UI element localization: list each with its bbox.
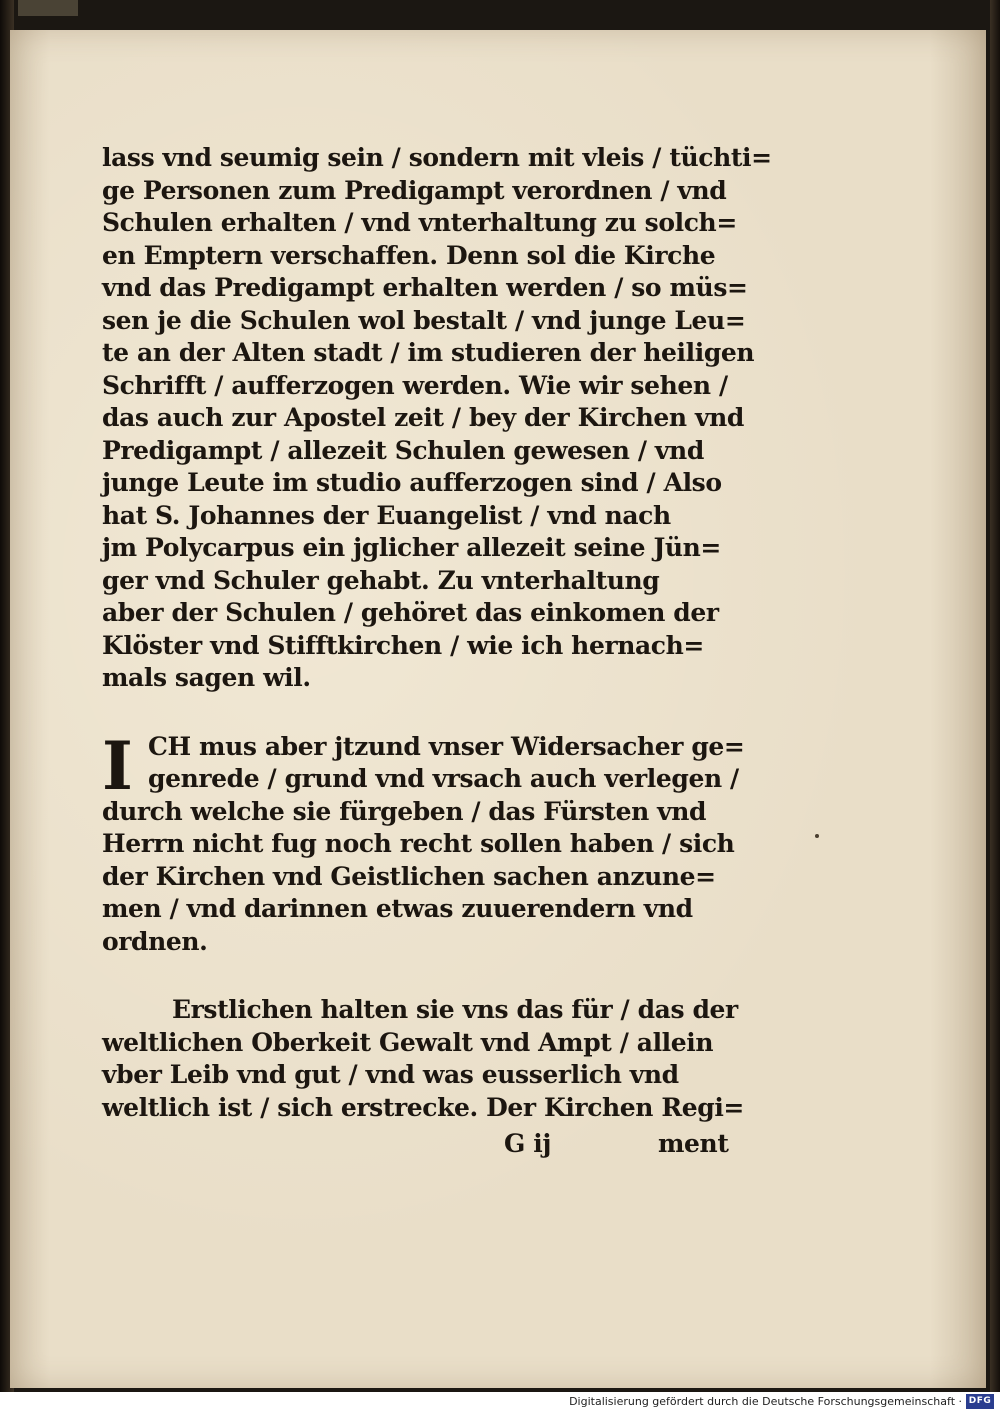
text-line: men / vnd darinnen etwas zuuerendern vnd [102,894,693,923]
text-line: das auch zur Apostel zeit / bey der Kirchen vnd [102,403,744,432]
text-line: Predigampt / allezeit Schulen gewesen / vnd [102,435,704,465]
text-line: Klöster vnd Stifftkirchen / wie ich hernach= [102,630,704,660]
paragraph-2 [102,726,752,959]
text-line: Erstlichen halten sie vns das für / das der [172,995,738,1024]
text-line: hat S. Johannes der Euangelist / vnd nach [102,500,671,530]
catchword-line [102,1126,752,1162]
text-line: aber der Schulen / gehöret das einkomen der [102,598,719,627]
text-line: vber Leib vnd gut / vnd was eusserlich vnd [102,1060,679,1089]
text-line: durch welche sie fürgeben / das Fürsten vnd [102,796,707,826]
text-line: weltlichen Oberkeit Gewalt vnd Ampt / allein [102,1027,714,1057]
book-page [10,30,986,1388]
text-line: ordnen. [102,926,208,956]
text-line: Schrifft / aufferzogen werden. Wie wir sehen / [102,370,728,400]
text-line: junge Leute im studio aufferzogen sind / Also [102,468,722,497]
text-line: ger vnd Schuler gehabt. Zu vnterhaltung [102,565,660,595]
text-line: en Emptern verschaffen. Denn sol die Kirche [102,240,716,270]
frame-edge-right [990,0,1000,1392]
text-line: lass vnd seumig sein / sondern mit vleis / tüchti= [102,143,772,172]
text-line: te an der Alten stadt / im studieren der heiligen [102,338,755,367]
footer-bar [0,1392,1000,1412]
text-line: Herrn nicht fug noch recht sollen haben / sich [102,829,735,858]
paragraph-gap [102,695,752,731]
drop-cap-initial: I [102,726,133,805]
frame-top-tab [18,0,78,16]
paragraph-1 [102,142,772,695]
text-line: jm Polycarpus ein jglicher allezeit seine Jün= [102,533,721,562]
page-text [102,142,772,1162]
paragraph-3 [102,994,752,1124]
text-line: CH mus aber jtzund vnser Widersacher ge= [148,731,745,761]
text-line: mals sagen wil. [102,663,311,692]
paper-speck [815,834,819,838]
text-line: der Kirchen vnd Geistlichen sachen anzune= [102,861,716,891]
text-line: sen je die Schulen wol bestalt / vnd junge Leu= [102,305,746,335]
dfg-logo: DFG [966,1394,994,1409]
text-line: genrede / grund vnd vrsach auch verlegen / [148,764,739,793]
footer-credit: Digitalisierung gefördert durch die Deutsche Forschungsgemeinschaft · [569,1395,962,1408]
text-line: weltlich ist / sich erstrecke. Der Kirchen Regi= [102,1092,744,1122]
paragraph-gap [102,958,752,994]
text-line: ge Personen zum Predigampt verordnen / vnd [102,175,727,205]
signature-mark: G ij [504,1129,551,1158]
text-line: vnd das Predigampt erhalten werden / so müs= [102,273,748,302]
text-line: Schulen erhalten / vnd vnterhaltung zu solch= [102,208,737,237]
catchword: ment [658,1129,729,1158]
